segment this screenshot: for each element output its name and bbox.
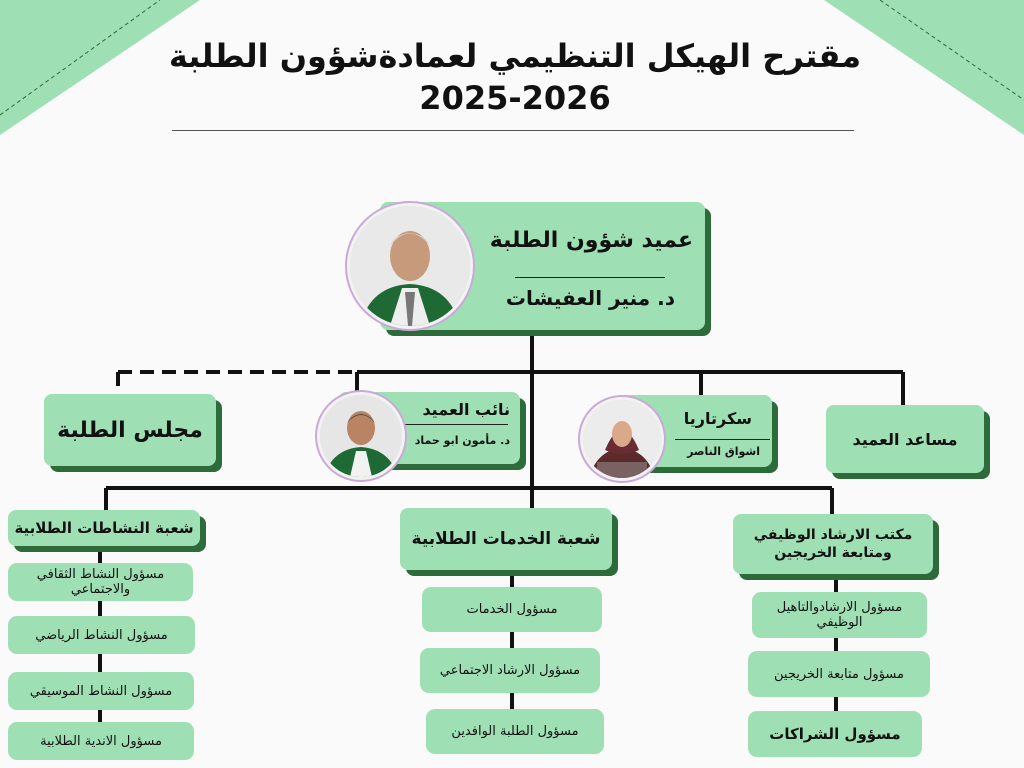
sub-item-social-counseling [420, 648, 600, 693]
student-council-box [44, 394, 216, 466]
division-activities-label: شعبة النشاطات الطلابية [14, 519, 194, 537]
vice-dean-name: د. مأمون ابو حماد [414, 434, 510, 447]
sub-item-label: مسؤول الطلبة الوافدين [451, 724, 579, 739]
sub-item-sports [8, 616, 195, 654]
sub-item-label: مسؤول النشاط الموسيقي [29, 683, 173, 699]
sub-item-graduate-followup [748, 651, 930, 697]
dean-divider [515, 277, 665, 278]
vice-dean-divider [398, 424, 508, 425]
sub-item-international-students [426, 709, 604, 754]
sub-item-label: مسؤول الاندية الطلابية [40, 733, 162, 749]
sub-item-label: مسؤول الارشادوالتاهيل الوظيفي [776, 600, 903, 630]
sub-item-label: مسؤول النشاط الرياضي [35, 627, 168, 643]
sub-item-music [8, 672, 194, 710]
vice-dean-role: نائب العميد [422, 400, 510, 419]
sub-item-career-guidance [752, 592, 927, 638]
division-activities [8, 510, 200, 546]
division-career-office-label: مكتب الارشاد الوظيفي ومتابعة الخريجين [753, 527, 913, 561]
sub-item-label: مسؤول متابعة الخريجين [774, 666, 904, 682]
assistant-dean-box [826, 405, 984, 473]
division-services-label: شعبة الخدمات الطلابية [411, 529, 601, 549]
vice-dean-photo [317, 392, 405, 480]
secretary-role: سكرتاريا [683, 409, 752, 428]
sub-item-services [422, 587, 602, 632]
sub-item-label: مسؤول الخدمات [466, 602, 558, 617]
title-line-2: 2025-2026 [419, 79, 611, 117]
secretary-divider [675, 439, 770, 440]
secretary-photo [580, 397, 664, 481]
dean-photo [347, 203, 473, 329]
division-career-office [733, 514, 933, 574]
sub-item-label: مسؤول الشراكات [769, 724, 901, 743]
secretary-name: اشواق الناصر [687, 445, 760, 458]
sub-item-cultural-social [8, 563, 193, 601]
dean-name: د. منير العفيشات [505, 286, 675, 310]
sub-item-clubs [8, 722, 194, 760]
sub-item-partnerships [748, 711, 922, 757]
dean-role: عميد شؤون الطلبة [489, 228, 693, 253]
sub-item-label: مسؤول النشاط الثقافي والاجتماعي [36, 567, 165, 597]
student-council-label: مجلس الطلبة [57, 417, 203, 443]
title-line-1: مقترح الهيكل التنظيمي لعمادةشؤون الطلبة [168, 37, 862, 75]
assistant-dean-label: مساعد العميد [852, 429, 958, 449]
division-services [400, 508, 612, 570]
sub-item-label: مسؤول الارشاد الاجتماعي [439, 663, 581, 678]
